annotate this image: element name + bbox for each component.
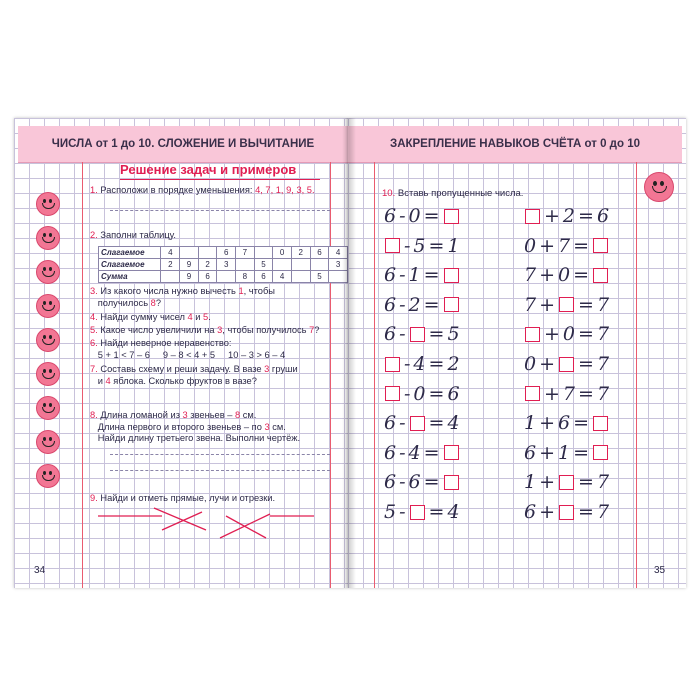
operator: +	[539, 293, 556, 316]
equation	[384, 263, 460, 287]
equation	[524, 263, 609, 287]
page-number: 34	[34, 565, 46, 576]
number: 5	[413, 234, 426, 257]
operator: +	[544, 382, 560, 405]
table-cell: 3	[217, 259, 236, 271]
table-cell: 2	[198, 259, 217, 271]
operator: +	[539, 471, 556, 494]
operator: =	[428, 501, 445, 523]
number: 1	[524, 412, 537, 435]
task-text: груши	[269, 364, 298, 374]
number: 6	[524, 441, 537, 464]
answer-box[interactable]	[593, 416, 608, 431]
number: 7	[524, 264, 537, 287]
task-text: , чтобы	[243, 286, 275, 296]
operator: =	[573, 234, 590, 257]
task-text: получилось	[97, 297, 151, 308]
answer-box[interactable]	[559, 357, 574, 372]
task-text: Заполни таблицу.	[100, 230, 176, 240]
task-text: звеньев –	[187, 410, 235, 420]
operator: +	[544, 323, 560, 346]
table-cell: 2	[161, 259, 180, 271]
operator: =	[578, 205, 594, 227]
operator: -	[404, 382, 411, 405]
equation	[384, 293, 460, 317]
answer-box[interactable]	[593, 238, 608, 253]
task-number: 10.	[382, 188, 396, 199]
equation	[384, 470, 460, 494]
equation	[384, 352, 460, 376]
number: 7	[596, 293, 610, 316]
number: 6	[447, 382, 460, 405]
answer-box[interactable]	[444, 268, 459, 283]
task-value: 7	[309, 325, 315, 335]
operator: -	[399, 501, 406, 523]
table-cell: 6	[217, 247, 236, 259]
number: 4	[413, 353, 426, 375]
equation	[524, 500, 609, 524]
number: 1	[524, 471, 537, 494]
answer-box[interactable]	[410, 416, 425, 431]
lines-rays-segments-drawing	[14, 118, 348, 588]
table-cell: 6	[198, 271, 217, 283]
table-cell: 6	[254, 271, 273, 283]
equation	[384, 441, 460, 465]
table-cell: 7	[236, 247, 255, 259]
table-cell: 4	[161, 247, 180, 259]
number: 7	[596, 382, 610, 405]
task-text: яблока. Сколько фруктов в вазе?	[110, 375, 257, 386]
table-cell: 9	[180, 271, 199, 283]
task-text: Найди сумму чисел	[100, 312, 188, 322]
number: 6	[384, 323, 397, 346]
number: 6	[384, 264, 397, 287]
answer-box[interactable]	[385, 238, 400, 253]
operator: +	[539, 234, 556, 257]
table-cell: 8	[236, 271, 255, 283]
inequality: 5 + 1 < 7 – 6	[97, 349, 150, 360]
operator: +	[539, 441, 556, 464]
table-cell: 2	[291, 247, 310, 259]
number: 6	[384, 412, 397, 435]
number: 6	[408, 471, 421, 494]
number: 0	[408, 205, 421, 227]
number: 6	[384, 205, 397, 227]
operator: -	[399, 441, 406, 464]
task-value: 3	[217, 325, 223, 335]
answer-box[interactable]	[410, 505, 425, 520]
operator: -	[399, 205, 406, 227]
operator: =	[423, 205, 440, 227]
operator: +	[544, 205, 560, 227]
number: 1	[447, 234, 460, 257]
answer-box[interactable]	[385, 357, 400, 372]
operator: =	[573, 264, 590, 287]
task-number: 4.	[90, 312, 98, 322]
segment	[154, 508, 206, 530]
answer-box[interactable]	[444, 475, 459, 490]
task-number: 6.	[90, 338, 98, 348]
number: 7	[562, 382, 576, 405]
answer-box[interactable]	[385, 386, 400, 401]
number: 6	[384, 293, 397, 316]
operator: -	[399, 323, 406, 346]
answer-box[interactable]	[444, 209, 459, 224]
task-text: и	[97, 375, 106, 386]
task-text: см.	[269, 421, 286, 432]
equation	[524, 411, 609, 435]
equation	[384, 500, 460, 524]
operator: =	[423, 293, 440, 316]
task-text: Составь схему и реши задачу. В вазе	[100, 364, 265, 374]
number: 1	[558, 441, 571, 464]
task-number: 1.	[90, 185, 98, 195]
right-page	[348, 118, 686, 588]
smiley-face-icon	[644, 172, 674, 202]
section-subtitle: Решение задач и примеров	[120, 162, 320, 180]
operator: -	[404, 234, 411, 257]
task-value: 5	[203, 312, 209, 322]
equation	[524, 382, 609, 406]
operator: =	[578, 471, 594, 494]
operator: +	[539, 264, 556, 287]
table-cell: 4	[329, 247, 348, 259]
table-cell: 3	[329, 259, 348, 271]
answer-box[interactable]	[559, 475, 574, 490]
operator: =	[428, 353, 445, 375]
number: 6	[596, 205, 610, 227]
number: 2	[447, 353, 460, 375]
number: 0	[524, 353, 537, 375]
task-number: 5.	[90, 325, 98, 335]
answer-box[interactable]	[444, 445, 459, 460]
page-number: 35	[654, 565, 666, 576]
operator: -	[399, 264, 406, 287]
operator: =	[578, 293, 594, 316]
row-label: Слагаемое	[99, 247, 161, 259]
task-text: Расположи в порядке уменьшения:	[100, 185, 256, 195]
operator: -	[399, 412, 406, 435]
task-value: 4	[187, 312, 193, 322]
operator: -	[404, 353, 411, 375]
segment	[162, 512, 202, 530]
equation	[524, 204, 609, 228]
task-values: 4, 7, 1, 9, 3, 5.	[255, 185, 315, 195]
right-page-title: ЗАКРЕПЛЕНИЕ НАВЫКОВ СЧЁТА от 0 до 10	[389, 138, 640, 150]
number: 2	[408, 293, 421, 316]
number: 0	[558, 264, 571, 287]
number: 7	[596, 471, 610, 494]
task-text: Длина ломаной из	[100, 410, 183, 420]
answer-box[interactable]	[559, 505, 574, 520]
task-text: Найди и отметь прямые, лучи и отрезки.	[100, 493, 276, 503]
operator: =	[578, 353, 594, 375]
task-number: 8.	[90, 410, 98, 420]
number: 4	[408, 441, 421, 464]
left-page-title: ЧИСЛА от 1 до 10. СЛОЖЕНИЕ И ВЫЧИТАНИЕ	[51, 138, 315, 150]
task-text: Найди неверное неравенство:	[100, 338, 232, 348]
number: 6	[524, 501, 537, 523]
open-workbook	[14, 118, 686, 588]
number: 7	[558, 234, 571, 257]
equation	[524, 322, 609, 346]
task-text: и	[192, 312, 204, 322]
task-value: 3	[182, 410, 188, 420]
number: 6	[558, 412, 571, 435]
answer-box[interactable]	[525, 327, 540, 342]
table-cell: 0	[273, 247, 292, 259]
row-label: Сумма	[99, 271, 161, 283]
task-value: 8	[235, 410, 241, 420]
answer-box[interactable]	[525, 209, 540, 224]
equation	[384, 204, 460, 228]
margin-line	[636, 162, 637, 588]
right-page-header	[348, 126, 682, 163]
table-cell: 4	[273, 271, 292, 283]
task-text: , чтобы получилось	[222, 325, 310, 335]
number: 1	[408, 264, 421, 287]
answer-box[interactable]	[559, 297, 574, 312]
number: 7	[596, 323, 610, 346]
equation	[384, 234, 460, 258]
task-value: 3	[264, 364, 270, 374]
table-cell: 5	[254, 259, 273, 271]
task-value: 4	[105, 375, 111, 386]
number: 7	[596, 353, 610, 375]
equation	[524, 293, 609, 317]
operator: =	[573, 441, 590, 464]
number: 0	[562, 323, 576, 346]
equation	[524, 470, 609, 494]
operator: =	[573, 412, 590, 435]
operator: =	[428, 323, 445, 346]
task-10	[382, 188, 523, 199]
task-text: см.	[240, 410, 257, 420]
answer-box[interactable]	[410, 327, 425, 342]
answer-box[interactable]	[593, 268, 608, 283]
task-text: Из какого числа нужно вычесть	[100, 286, 239, 296]
operator: =	[423, 264, 440, 287]
table-cell: 9	[180, 259, 199, 271]
operator: +	[539, 412, 556, 435]
operator: =	[428, 234, 445, 257]
margin-line	[374, 162, 375, 588]
task-value: 1	[238, 286, 244, 296]
number: 6	[384, 471, 397, 494]
number: 0	[524, 234, 537, 257]
left-page	[14, 118, 348, 588]
operator: +	[539, 501, 556, 523]
task-text: .	[208, 312, 211, 322]
answer-box[interactable]	[593, 445, 608, 460]
table-cell: 6	[310, 247, 329, 259]
inequality: 9 – 8 < 4 + 5	[162, 349, 216, 360]
task-text: Какое число увеличили на	[100, 325, 218, 335]
equation	[384, 411, 460, 435]
task-number: 2.	[90, 230, 98, 240]
equation	[524, 352, 609, 376]
book-spine	[342, 118, 356, 588]
operator: -	[399, 471, 406, 494]
row-label: Слагаемое	[99, 259, 161, 271]
task-text: Вставь пропущенные числа.	[397, 188, 524, 199]
number: 2	[562, 205, 576, 227]
task-number: 9.	[90, 493, 98, 503]
equation	[524, 234, 609, 258]
operator: =	[428, 412, 445, 435]
task-text: ?	[314, 325, 320, 335]
operator: =	[578, 323, 594, 346]
operator: +	[539, 353, 556, 375]
number: 7	[524, 293, 537, 316]
answer-box[interactable]	[444, 297, 459, 312]
task-number: 7.	[90, 364, 98, 374]
operator: =	[423, 441, 440, 464]
operator: =	[578, 382, 594, 405]
task-text: ?	[155, 297, 161, 308]
number: 5	[384, 501, 397, 523]
operator: =	[578, 501, 594, 523]
number: 4	[447, 501, 460, 523]
equation	[384, 382, 460, 406]
answer-box[interactable]	[525, 386, 540, 401]
operator: =	[428, 382, 445, 405]
task-text: Найди длину третьего звена. Выполни чертёж.	[97, 433, 301, 443]
task-number: 3.	[90, 286, 98, 296]
number: 0	[413, 382, 426, 405]
number: 7	[596, 501, 610, 523]
equation	[524, 441, 609, 465]
operator: -	[399, 293, 406, 316]
task-text: Длина первого и второго звеньев – по	[97, 421, 265, 432]
task-value: 8	[150, 297, 156, 308]
number: 5	[447, 323, 460, 346]
number: 6	[384, 441, 397, 464]
table-cell: 5	[310, 271, 329, 283]
inequality: 10 – 3 > 6 – 4	[228, 349, 286, 360]
equation	[384, 322, 460, 346]
task-value: 3	[264, 421, 270, 432]
operator: =	[423, 471, 440, 494]
number: 4	[447, 412, 460, 435]
